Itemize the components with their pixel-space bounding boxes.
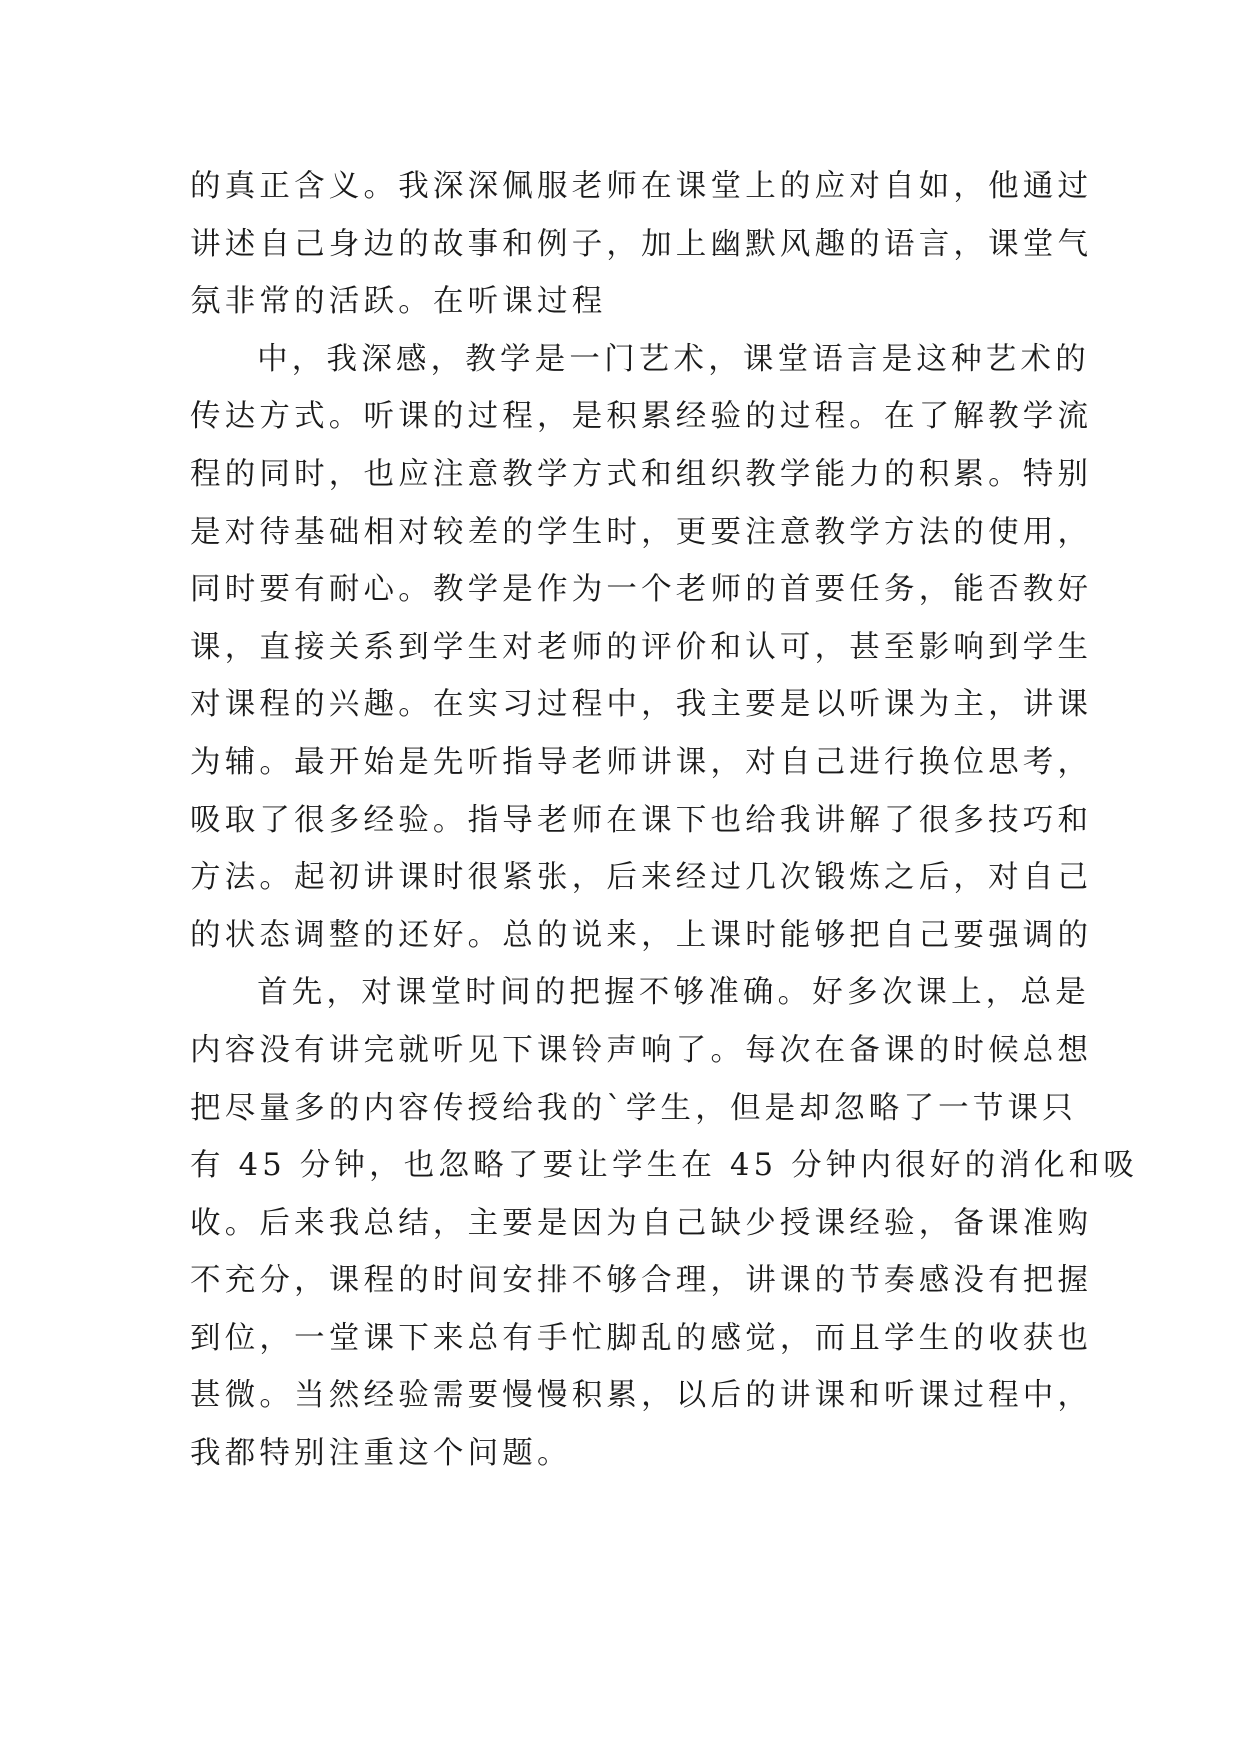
text-line: 传达方式。听课的过程，是积累经验的过程。在了解教学流 [190, 399, 1093, 435]
text-line: 对课程的兴趣。在实习过程中，我主要是以听课为主，讲课 [190, 687, 1093, 723]
text-line: 同时要有耐心。教学是作为一个老师的首要任务，能否教好 [190, 572, 1093, 608]
text-line: 内容没有讲完就听见下课铃声响了。每次在备课的时候总想 [190, 1032, 1093, 1068]
paragraph-1 [190, 158, 1093, 331]
body-text [190, 158, 1139, 1483]
text-line: 氛非常的活跃。在听课过程 [190, 284, 607, 320]
text-line: 收。后来我总结，主要是因为自己缺少授课经验，备课准购 [190, 1205, 1093, 1241]
text-line: 不充分，课程的时间安排不够合理，讲课的节奏感没有把握 [190, 1263, 1093, 1299]
paragraph-3 [190, 964, 1139, 1482]
text-line: 吸取了很多经验。指导老师在课下也给我讲解了很多技巧和 [190, 802, 1093, 838]
paragraph-2 [190, 331, 1093, 965]
text-line: 甚微。当然经验需要慢慢积累，以后的讲课和听课过程中， [190, 1378, 1093, 1414]
text-line: 课，直接关系到学生对老师的评价和认可，甚至影响到学生 [190, 629, 1093, 665]
text-line: 是对待基础相对较差的学生时，更要注意教学方法的使用， [190, 514, 1093, 550]
text-line: 讲述自己身边的故事和例子，加上幽默风趣的语言，课堂气 [190, 226, 1093, 262]
text-line: 中，我深感，教学是一门艺术，课堂语言是这种艺术的 [257, 341, 1090, 377]
text-line: 为辅。最开始是先听指导老师讲课，对自己进行换位思考， [190, 744, 1093, 780]
text-line: 方法。起初讲课时很紧张，后来经过几次锻炼之后，对自己 [190, 860, 1093, 896]
text-line: 到位，一堂课下来总有手忙脚乱的感觉，而且学生的收获也 [190, 1320, 1093, 1356]
text-line: 把尽量多的内容传授给我的`学生，但是却忽略了一节课只 [190, 1090, 1077, 1126]
text-line: 的状态调整的还好。总的说来，上课时能够把自己要强调的 [190, 917, 1093, 953]
text-line: 有 45 分钟，也忽略了要让学生在 45 分钟内很好的消化和吸 [190, 1148, 1139, 1184]
text-line: 我都特别注重这个问题。 [190, 1436, 572, 1472]
text-line: 首先，对课堂时间的把握不够准确。好多次课上，总是 [257, 975, 1090, 1011]
text-line: 程的同时，也应注意教学方式和组织教学能力的积累。特别 [190, 456, 1093, 492]
text-line: 的真正含义。我深深佩服老师在课堂上的应对自如，他通过 [190, 169, 1093, 204]
